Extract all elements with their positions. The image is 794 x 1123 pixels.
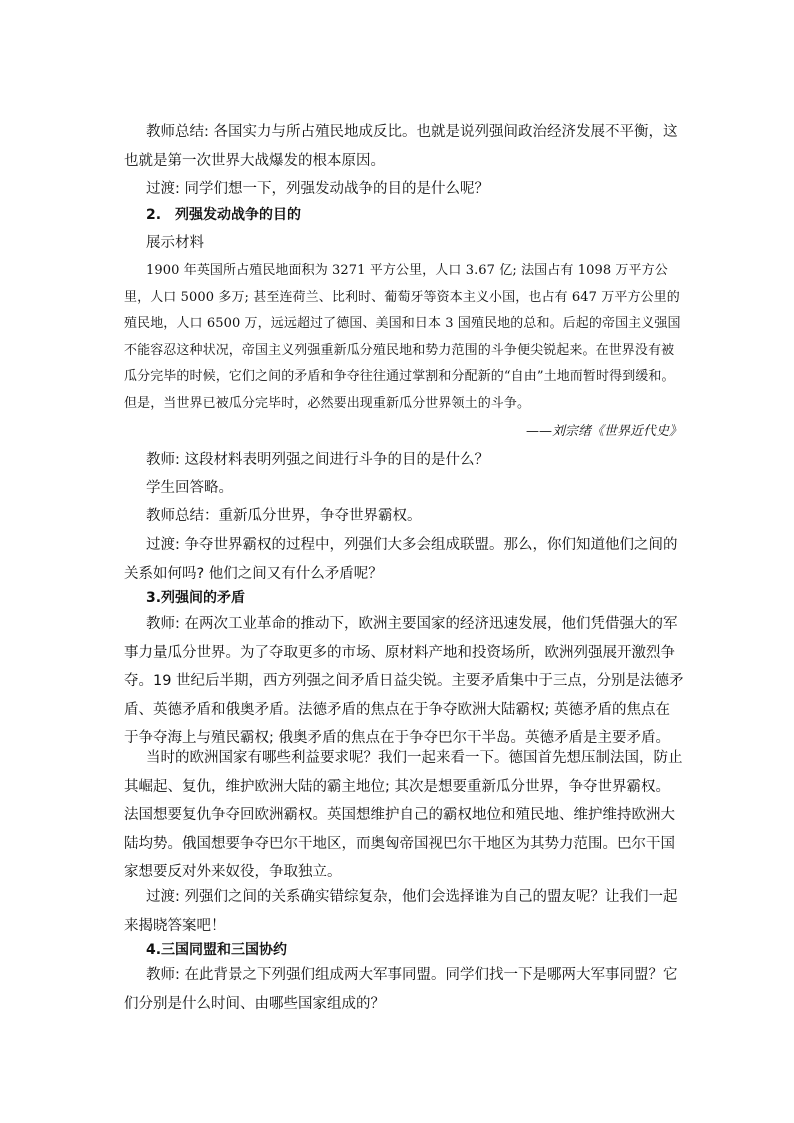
- section-heading-2: [124, 203, 684, 227]
- interests-paragraph: [124, 744, 684, 887]
- heading: 4.三国同盟和三国协约: [146, 942, 288, 958]
- paragraph: 展示材料: [146, 235, 204, 251]
- teacher-summary-2: [124, 502, 684, 531]
- material-quote: 1900 年英国所占殖民地面积为 3271 平方公里，人口 3.67 亿; 法国占有 1098 万平方公里，人口 5000 多万; 甚至连荷兰、比利时、葡萄牙等资本主义小国，也占有 647 万平方公里的殖民地，人口 6500 万，远远超过了德国、美国和日本 3 国殖民地的总和。后起的帝国主义强国不能容忍这种状况，帝国主义列强重新瓜分殖民地和势力范围的斗争便尖锐起来。在世界没有被瓜分完毕的时候，它们之间的矛盾和争夺往往通过掌割和分配新的“自由”土地而暂时得到缓和。但是，当世界已被瓜分完毕时，必然要出现重新瓜分世界领土的斗争。: [124, 263, 681, 411]
- paragraph: 教师: 在此背景之下列强们组成两大军事同盟。同学们找一下是哪两大军事同盟？它们分别是什么时间、由哪些国家组成的？: [124, 967, 678, 1012]
- transition-2: [124, 531, 684, 588]
- teacher-question-2: [124, 961, 684, 1018]
- teacher-explanation: [124, 610, 684, 753]
- paragraph: 教师: 在两次工业革命的推动下，欧洲主要国家的经济迅速发展，他们凭借强大的军事力量瓜分世界。为了夺取更多的市场、原材料产地和投资场所，欧洲列强展开激烈争夺。19 世纪后半期，西方列强之间矛盾日益尖锐。主要矛盾集中于三点，分别是法德矛盾、英德矛盾和俄奥矛盾。法德矛盾的焦点在于争夺欧洲大陆霸权; 英德矛盾的焦点在于争夺海上与殖民霸权; 俄奥矛盾的焦点在于争夺巴尔干半岛。英德矛盾是主要矛盾。: [124, 616, 684, 746]
- paragraph: 当时的欧洲国家有哪些利益要求呢？我们一起来看一下。德国首先想压制法国，防止其崛起、复仇，维护欧洲大陆的霸主地位; 其次是想要重新瓜分世界，争夺世界霸权。法国想要复仇争夺回欧洲霸权。英国想维护自己的霸权地位和殖民地、维护维持欧洲大陆均势。俄国想要争夺巴尔干地区，而奥匈帝国视巴尔干地区为其势力范围。巴尔干国家想要反对外来奴役，争取独立。: [124, 750, 683, 880]
- transition-3: [124, 883, 684, 940]
- paragraph: 教师总结: 各国实力与所占殖民地成反比。也就是说列强间政治经济发展不平衡，这也就是第一次世界大战爆发的根本原因。: [124, 124, 678, 169]
- paragraph: 过渡: 列强们之间的关系确实错综复杂，他们会选择谁为自己的盟友呢？让我们一起来揭晓答案吧！: [124, 889, 678, 934]
- material-source: ——刘宗绪《世界近代史》: [525, 424, 682, 439]
- section-heading-3: [124, 586, 684, 610]
- heading: 3.列强间的矛盾: [146, 590, 246, 606]
- paragraph: 学生回答略。: [146, 480, 233, 496]
- paragraph: 过渡: 争夺世界霸权的过程中，列强们大多会组成联盟。那么，你们知道他们之间的关系如何吗? 他们之间又有什么矛盾呢？: [124, 537, 678, 582]
- paragraph: 过渡: 同学们想一下，列强发动战争的目的是什么呢？: [146, 181, 489, 197]
- teacher-question-1: [124, 446, 684, 475]
- section-heading-4: [124, 938, 684, 962]
- teacher-summary-1: [124, 118, 684, 175]
- paragraph: 教师总结：重新瓜分世界，争夺世界霸权。: [146, 508, 422, 524]
- transition-1: [124, 175, 684, 204]
- paragraph: 教师: 这段材料表明列强之间进行斗争的目的是什么？: [146, 452, 489, 468]
- show-material-label: [124, 229, 684, 258]
- heading: 2. 列强发动战争的目的: [146, 207, 302, 223]
- student-answer: [124, 474, 684, 503]
